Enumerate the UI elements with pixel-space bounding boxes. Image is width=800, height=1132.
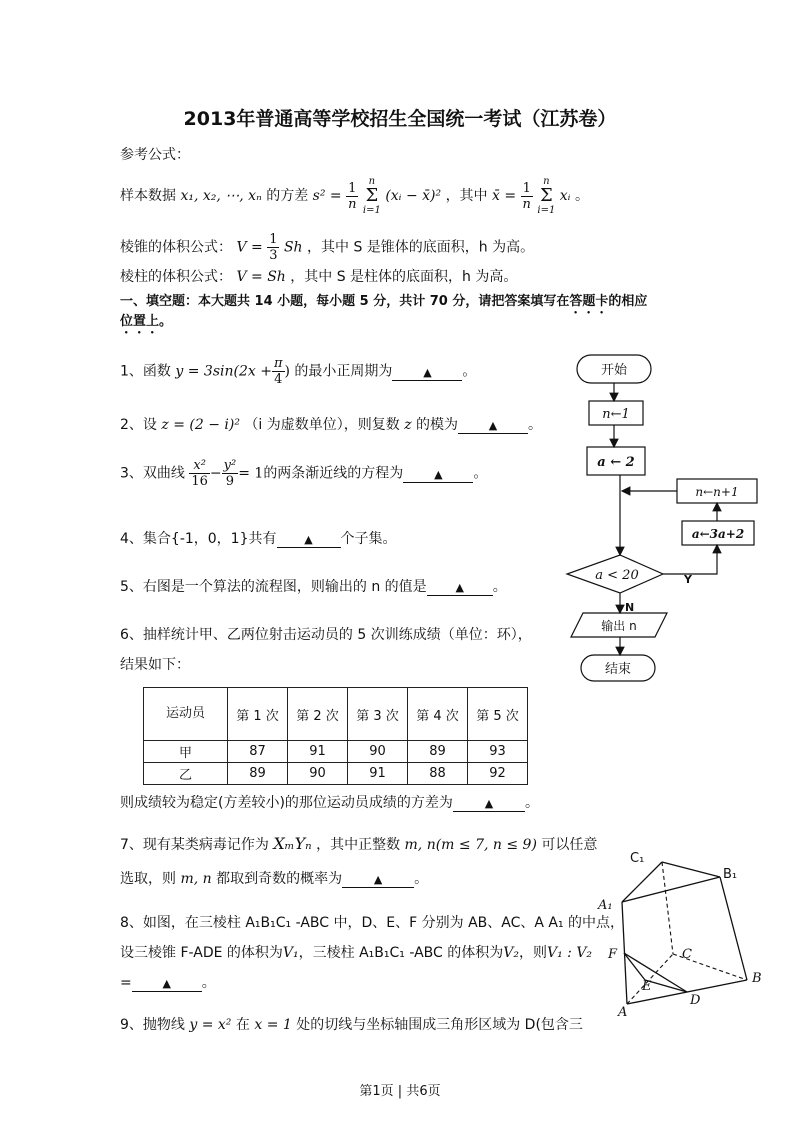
q7-xy: XₘYₙ — [273, 834, 312, 853]
q2-note: （i 为虚数单位），则复数 — [244, 417, 400, 433]
formula-variance-mid: 的方差 — [266, 188, 309, 204]
question-7-line2 — [120, 868, 428, 888]
question-3 — [120, 458, 487, 489]
flow-arrow — [663, 545, 717, 574]
q9-expr2: x = 1 — [254, 1017, 292, 1033]
q8-end: 。 — [201, 975, 216, 991]
flow-output-label: 输出 n — [601, 619, 637, 633]
table-header-cell: 第 3 次 — [348, 688, 408, 741]
q8-answer-blank[interactable]: ▲ — [132, 977, 202, 992]
table-cell: 91 — [348, 763, 408, 785]
section-heading-line2-dotted: 位置上 — [120, 314, 160, 329]
section-heading-dotted: 答题卡 — [569, 294, 609, 309]
table-row — [144, 763, 528, 785]
q7-mn: m, n — [180, 871, 212, 887]
label-B1: B₁ — [723, 867, 738, 882]
q5-end: 。 — [492, 579, 507, 595]
q1-expr: y = 3sin(2x + — [175, 363, 272, 380]
formula-pyramid-desc: ，其中 S 是锥体的底面积，h 为高。 — [307, 239, 535, 256]
table-cell: 91 — [288, 741, 348, 763]
formula-pyramid-frac: $\frac{1}{3}$ — [269, 232, 278, 263]
question-8-line1: 8、如图，在三棱柱 A₁B₁C₁ -ABC 中，D、E、F 分别为 AB、AC、A A₁ 的中点， — [120, 915, 625, 931]
q3-post: 的两条渐近线的方程为 — [263, 465, 404, 482]
q7-mid: ，其中正整数 — [316, 837, 401, 853]
q6-after-text: 则成绩较为稳定(方差较小)的那位运动员成绩的方差为 — [120, 795, 453, 811]
table-cell: 92 — [468, 763, 528, 785]
question-7-line1 — [120, 834, 597, 854]
q8-ratio: V₁ : V₂ — [546, 945, 593, 961]
q2-z: z — [404, 417, 412, 433]
q3-pre: 3、双曲线 — [120, 465, 185, 482]
q9-pre: 9、抛物线 — [120, 1017, 185, 1033]
prism-edge — [662, 862, 720, 877]
table-cell: 90 — [348, 741, 408, 763]
formula-prism-prefix: 棱柱的体积公式： — [120, 269, 232, 285]
label-E: E — [642, 979, 652, 994]
q5-answer-blank[interactable]: ▲ — [427, 581, 493, 596]
prism-edge — [622, 877, 720, 902]
label-A1: A₁ — [598, 898, 613, 913]
table-cell: 乙 — [144, 763, 228, 785]
q8-v1: V₁ — [282, 945, 299, 961]
formula-variance — [120, 176, 589, 216]
q8-line3-pre: = — [120, 975, 132, 991]
label-C1: C₁ — [630, 851, 645, 866]
question-9 — [120, 1014, 583, 1034]
question-6-line1: 6、抽样统计甲、乙两位射击运动员的 5 次训练成绩（单位：环）， — [120, 627, 532, 643]
table-header-cell: 运动员 — [144, 688, 228, 741]
q4-answer-blank[interactable]: ▲ — [277, 533, 341, 548]
table-cell: 甲 — [144, 741, 228, 763]
prism-edge — [720, 877, 747, 980]
prism-edge — [624, 953, 645, 980]
table-cell: 90 — [288, 763, 348, 785]
flow-end-label: 结束 — [604, 662, 632, 677]
label-C: C — [682, 947, 692, 962]
table-header-cell: 第 4 次 — [408, 688, 468, 741]
flow-a-update-label: a←3a+2 — [691, 527, 745, 541]
flow-no-label: N — [625, 601, 635, 614]
formula-variance-s2: s² = — [312, 188, 342, 204]
q2-post: 的模为 — [416, 417, 459, 433]
formula-mean-sum: n Σ i=1 — [537, 176, 556, 216]
q8-v2: V₂ — [503, 945, 519, 961]
formula-variance-frac: $\frac{1}{n}$ — [348, 180, 357, 212]
q3-eq: = 1 — [238, 465, 264, 482]
label-F: F — [608, 947, 618, 962]
question-8-line2 — [120, 942, 592, 962]
formula-variance-term: (xᵢ − x̄)² — [385, 188, 442, 204]
section-heading-line2-end: 。 — [159, 314, 173, 329]
table-header-cell: 第 2 次 — [288, 688, 348, 741]
page-title: 2013年普通高等学校招生全国统一考试（江苏卷） — [183, 108, 617, 130]
flow-yes-label: Y — [684, 573, 692, 586]
table-cell: 88 — [408, 763, 468, 785]
q6-end: 。 — [524, 795, 539, 811]
question-2 — [120, 414, 542, 434]
q9-post: 处的切线与坐标轴围成三角形区域为 D(包含三 — [296, 1017, 583, 1033]
q7-cond: m, n(m ≤ 7, n ≤ 9) — [404, 837, 537, 853]
table-cell: 89 — [408, 741, 468, 763]
formula-variance-prefix: 样本数据 — [120, 188, 176, 204]
label-B: B — [752, 971, 762, 986]
q9-expr1: y = x² — [189, 1017, 232, 1033]
formula-pyramid-rhs: Sh — [283, 239, 303, 256]
question-6-after — [120, 792, 539, 812]
q9-mid: 在 — [235, 1017, 250, 1033]
scores-table — [143, 687, 528, 785]
q7-line2-post: 都取到奇数的概率为 — [216, 871, 343, 887]
formula-variance-vars: x₁, x₂, ⋯, xₙ — [180, 188, 262, 204]
q1-answer-blank[interactable]: ▲ — [392, 366, 462, 381]
q2-answer-blank[interactable]: ▲ — [458, 419, 528, 434]
q2-end: 。 — [528, 417, 543, 433]
section-heading-text: 一、填空题：本大题共 14 小题，每小题 5 分，共计 70 分，请把答案填写在 — [120, 294, 570, 309]
q4-pre: 4、集合{-1，0，1}共有 — [120, 531, 277, 547]
q2-expr: z = (2 − i)² — [161, 417, 240, 433]
flowchart — [555, 345, 770, 690]
formula-variance-where: ，其中 — [445, 188, 488, 204]
q3-end: 。 — [473, 465, 488, 482]
formula-prism-desc: ，其中 S 是柱体的底面积，h 为高。 — [290, 269, 518, 285]
q7-answer-blank[interactable]: ▲ — [342, 873, 414, 888]
q5-pre: 5、右图是一个算法的流程图，则输出的 n 的值是 — [120, 579, 427, 595]
question-6-line2: 结果如下： — [120, 657, 190, 673]
table-cell: 93 — [468, 741, 528, 763]
flow-a-init-label: a ← 2 — [597, 455, 635, 470]
section-heading-tail: 的相应 — [608, 294, 648, 309]
question-4 — [120, 528, 397, 548]
label-D: D — [690, 993, 701, 1008]
formula-mean-term: xᵢ — [559, 188, 571, 204]
q8-line2-pre: 设三棱锥 F-ADE 的体积为 — [120, 945, 283, 961]
formula-prism-expr: V = Sh — [236, 269, 286, 285]
table-header-cell: 第 5 次 — [468, 688, 528, 741]
q7-end: 。 — [414, 871, 429, 887]
formula-pyramid-prefix: 棱锥的体积公式： — [120, 239, 232, 256]
reference-label: 参考公式： — [120, 147, 190, 163]
q3-answer-blank[interactable]: ▲ — [403, 468, 473, 483]
q2-pre: 2、设 — [120, 417, 157, 433]
q3-frac-y: $\frac{\text{y²}}{9}$ — [223, 458, 237, 489]
formula-variance-sum: n Σ i=1 — [362, 176, 381, 216]
formula-mean-frac: $\frac{1}{n}$ — [522, 180, 531, 212]
q1-close: ) — [284, 363, 290, 380]
q3-frac-x: $\frac{\text{x²}}{16}$ — [191, 458, 208, 489]
q4-post: 个子集。 — [340, 531, 397, 547]
section-heading — [120, 290, 647, 317]
q1-end: 。 — [462, 363, 477, 380]
q3-minus: − — [209, 465, 222, 482]
question-5 — [120, 576, 507, 596]
table-header-cell: 第 1 次 — [228, 688, 288, 741]
formula-variance-end: 。 — [574, 188, 589, 204]
formula-mean-xbar: x̄ = — [492, 188, 517, 204]
q1-post: 的最小正周期为 — [294, 363, 393, 380]
table-cell: 89 — [228, 763, 288, 785]
flow-start-label: 开始 — [600, 363, 628, 378]
q1-pre: 1、函数 — [120, 363, 171, 380]
table-header-row — [144, 688, 528, 741]
section-heading-line2 — [120, 310, 172, 337]
page-footer: 第1页 | 共6页 — [359, 1084, 441, 1099]
prism-hidden-edge — [662, 862, 673, 954]
q6-answer-blank[interactable]: ▲ — [453, 797, 525, 812]
q7-line2-pre: 选取，则 — [120, 871, 176, 887]
formula-prism — [120, 266, 517, 286]
q8-line2-mid: ，三棱柱 A₁B₁C₁ -ABC 的体积为 — [298, 945, 504, 961]
label-A: A — [618, 1005, 628, 1020]
table-row — [144, 741, 528, 763]
formula-pyramid-lhs: V = — [236, 239, 263, 256]
formula-pyramid — [120, 232, 534, 263]
q7-post: 可以任意 — [541, 837, 598, 853]
question-1 — [120, 356, 476, 387]
flow-n-init-label: n←1 — [602, 407, 630, 422]
q8-line2-then: ，则 — [518, 945, 547, 961]
q1-frac: $\frac{\pi}{4}$ — [273, 356, 283, 387]
flow-n-update-label: n←n+1 — [695, 485, 739, 499]
table-cell: 87 — [228, 741, 288, 763]
q7-pre: 7、现有某类病毒记作为 — [120, 837, 269, 853]
flow-condition-label: a < 20 — [595, 568, 639, 583]
question-8-line3 — [120, 972, 216, 992]
prism-figure — [590, 840, 775, 1020]
prism-edge — [622, 862, 662, 902]
